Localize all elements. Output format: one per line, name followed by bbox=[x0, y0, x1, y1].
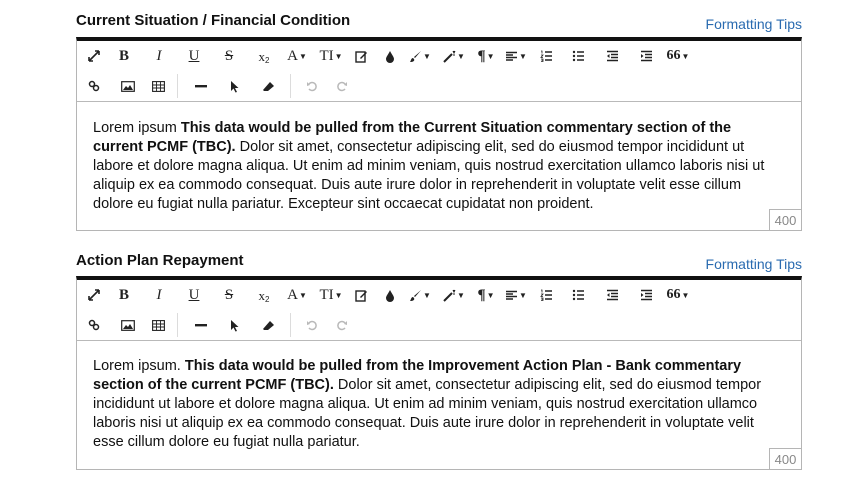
ink-icon[interactable] bbox=[377, 282, 403, 308]
editor-content[interactable] bbox=[93, 119, 783, 214]
indent-icon[interactable] bbox=[629, 282, 663, 308]
strikethrough-icon[interactable]: S bbox=[224, 286, 234, 303]
italic-icon[interactable]: I bbox=[156, 286, 162, 303]
paragraph-symbol: ¶ bbox=[477, 47, 486, 64]
font-color-icon[interactable]: A ▼ bbox=[287, 286, 307, 303]
bold-icon[interactable]: B bbox=[118, 286, 129, 303]
image-icon[interactable] bbox=[111, 312, 145, 338]
character-counter: 400 bbox=[769, 209, 801, 230]
editor-toolbar bbox=[77, 280, 801, 341]
section-title: Current Situation / Financial Condition bbox=[76, 12, 351, 29]
align-icon[interactable]: ▼ bbox=[501, 43, 531, 69]
link-icon[interactable] bbox=[77, 312, 111, 338]
toolbar-row-2 bbox=[77, 310, 357, 340]
formatting-tips-link[interactable]: Formatting Tips bbox=[705, 16, 802, 32]
rich-text-editor bbox=[76, 276, 802, 470]
bold-icon[interactable]: B bbox=[118, 47, 129, 64]
table-icon[interactable] bbox=[145, 312, 171, 338]
content-bold-text: This data would be pulled from the Improvement Action Plan - Bank commentary section of the current PCMF (TBC). bbox=[93, 358, 742, 393]
font-size-letters: TI bbox=[319, 286, 334, 303]
underline-icon[interactable]: U bbox=[188, 47, 200, 64]
content-bold-text: This data would be pulled from the Current Situation commentary section of the current PCMF (TBC). bbox=[93, 120, 732, 155]
link-icon[interactable] bbox=[77, 73, 111, 99]
undo-icon[interactable] bbox=[297, 312, 327, 338]
toolbar-row-1 bbox=[77, 280, 693, 310]
edit-icon[interactable] bbox=[345, 282, 377, 308]
indent-icon[interactable] bbox=[629, 43, 663, 69]
select-icon[interactable] bbox=[218, 73, 252, 99]
edit-icon[interactable] bbox=[345, 43, 377, 69]
unordered-list-icon[interactable] bbox=[561, 282, 595, 308]
toolbar-separator bbox=[290, 313, 291, 337]
toolbar-row-1 bbox=[77, 41, 693, 71]
magic-wand-icon[interactable]: ▼ bbox=[437, 43, 471, 69]
magic-wand-icon[interactable]: ▼ bbox=[437, 282, 471, 308]
underline-icon[interactable]: U bbox=[188, 286, 200, 303]
subscript-icon[interactable] bbox=[251, 282, 277, 308]
font-size-icon[interactable]: TI ▼ bbox=[319, 47, 343, 64]
editor-content[interactable] bbox=[93, 357, 783, 452]
table-icon[interactable] bbox=[145, 73, 171, 99]
content-text: Dolor sit amet, consectetur adipiscing elit, sed do eiusmod tempor incididunt ut labore et dolore magna aliqua. Ut enim ad minim veniam, quis nostrud exercitation ullamco laboris nisi ut aliquip ex ea commodo consequat. Duis aute irure dolor in reprehenderit in voluptate velit esse cillum dolore eu fugiat nulla pariatur. bbox=[93, 377, 762, 450]
toolbar-separator bbox=[290, 74, 291, 98]
subscript-letter: x bbox=[258, 48, 266, 64]
select-icon[interactable] bbox=[218, 312, 252, 338]
subscript-index: 2 bbox=[265, 55, 270, 65]
redo-icon[interactable] bbox=[327, 73, 357, 99]
subscript-index: 2 bbox=[265, 294, 270, 304]
quote-symbol: 66 bbox=[666, 287, 681, 302]
quote-icon[interactable]: 66 ▼ bbox=[666, 48, 690, 63]
content-text: Lorem ipsum. bbox=[93, 358, 185, 374]
fullscreen-icon[interactable] bbox=[77, 282, 111, 308]
toolbar-separator bbox=[177, 74, 178, 98]
paragraph-symbol: ¶ bbox=[477, 286, 486, 303]
character-counter: 400 bbox=[769, 448, 801, 469]
ink-icon[interactable] bbox=[377, 43, 403, 69]
quote-symbol: 66 bbox=[666, 48, 681, 63]
font-color-letter: A bbox=[287, 47, 298, 64]
unordered-list-icon[interactable] bbox=[561, 43, 595, 69]
editor-toolbar bbox=[77, 41, 801, 102]
subscript-icon[interactable] bbox=[251, 43, 277, 69]
eraser-icon[interactable] bbox=[252, 312, 284, 338]
section-title: Action Plan Repayment bbox=[76, 252, 244, 269]
strikethrough-icon[interactable]: S bbox=[224, 47, 234, 64]
paragraph-icon[interactable]: ¶ ▼ bbox=[477, 47, 495, 64]
brush-icon[interactable]: ▼ bbox=[403, 43, 437, 69]
section-action-plan-repayment bbox=[76, 252, 802, 472]
italic-icon[interactable]: I bbox=[156, 47, 162, 64]
content-text: Dolor sit amet, consectetur adipiscing elit, sed do eiusmod tempor incididunt ut labore et dolore magna aliqua. Ut enim ad minim veniam, quis nostrud exercitation ullamco laboris nisi ut aliquip ex ea commodo consequat. Duis aute irure dolor in reprehenderit in voluptate velit esse cillum dolore eu fugiat nulla pariatur. Excepteur sint occaecat cupidatat non proident. bbox=[93, 139, 765, 212]
undo-icon[interactable] bbox=[297, 73, 327, 99]
horizontal-rule-icon[interactable] bbox=[184, 312, 218, 338]
image-icon[interactable] bbox=[111, 73, 145, 99]
toolbar-row-2 bbox=[77, 71, 357, 101]
toolbar-separator bbox=[177, 313, 178, 337]
font-size-letters: TI bbox=[319, 47, 334, 64]
paragraph-icon[interactable]: ¶ ▼ bbox=[477, 286, 495, 303]
ordered-list-icon[interactable] bbox=[531, 282, 561, 308]
fullscreen-icon[interactable] bbox=[77, 43, 111, 69]
horizontal-rule-icon[interactable] bbox=[184, 73, 218, 99]
quote-icon[interactable]: 66 ▼ bbox=[666, 287, 690, 302]
outdent-icon[interactable] bbox=[595, 282, 629, 308]
rich-text-editor bbox=[76, 37, 802, 231]
content-text: Lorem ipsum bbox=[93, 120, 181, 136]
brush-icon[interactable]: ▼ bbox=[403, 282, 437, 308]
formatting-tips-link[interactable]: Formatting Tips bbox=[705, 256, 802, 272]
redo-icon[interactable] bbox=[327, 312, 357, 338]
font-size-icon[interactable]: TI ▼ bbox=[319, 286, 343, 303]
subscript-letter: x bbox=[258, 287, 266, 303]
ordered-list-icon[interactable] bbox=[531, 43, 561, 69]
font-color-letter: A bbox=[287, 286, 298, 303]
eraser-icon[interactable] bbox=[252, 73, 284, 99]
font-color-icon[interactable]: A ▼ bbox=[287, 47, 307, 64]
section-current-situation bbox=[76, 12, 802, 234]
align-icon[interactable]: ▼ bbox=[501, 282, 531, 308]
outdent-icon[interactable] bbox=[595, 43, 629, 69]
